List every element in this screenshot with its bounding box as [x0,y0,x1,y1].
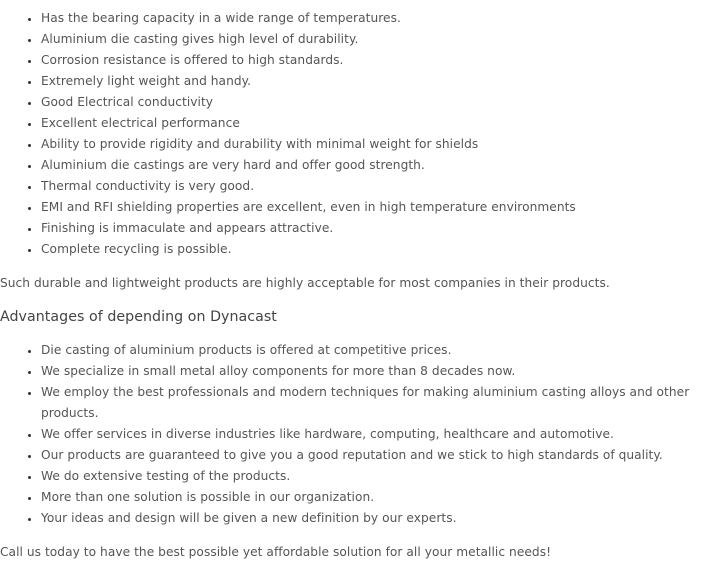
section-heading: Advantages of depending on Dynacast [0,309,277,325]
list-item: • Complete recycling is possible. [41,239,707,260]
list-item: • We specialize in small metal alloy components for more than 8 decades now. [41,361,707,382]
list-item: • Extremely light weight and handy. [41,71,707,92]
list-item: • Finishing is immaculate and appears attractive. [41,218,707,239]
list-item: • Our products are guaranteed to give you a good reputation and we stick to high standards of quality. [41,445,707,466]
list-item: • We employ the best professionals and modern techniques for making aluminium casting alloys and other products. [41,382,707,424]
list-item: • Has the bearing capacity in a wide range of temperatures. [41,8,707,29]
list-item: • Good Electrical conductivity [41,92,707,113]
list-item: • Die casting of aluminium products is offered at competitive prices. [41,340,707,361]
list-item: • Your ideas and design will be given a new definition by our experts. [41,508,707,529]
list-item: • Excellent electrical performance [41,113,707,134]
benefits-list [0,8,707,260]
list-item: • We do extensive testing of the products. [41,466,707,487]
list-item: • Aluminium die castings are very hard and offer good strength. [41,155,707,176]
list-item: • EMI and RFI shielding properties are excellent, even in high temperature environments [41,197,707,218]
list-item: • Corrosion resistance is offered to high standards. [41,50,707,71]
list-item: • Thermal conductivity is very good. [41,176,707,197]
list-item: • More than one solution is possible in our organization. [41,487,707,508]
list-item: • Ability to provide rigidity and durability with minimal weight for shields [41,134,707,155]
summary-paragraph: Such durable and lightweight products are highly acceptable for most companies in their products. [0,276,610,290]
list-item: • Aluminium die casting gives high level of durability. [41,29,707,50]
call-to-action-paragraph: Call us today to have the best possible yet affordable solution for all your metallic needs! [0,545,552,559]
advantages-list [0,340,707,529]
list-item: • We offer services in diverse industries like hardware, computing, healthcare and automotive. [41,424,707,445]
